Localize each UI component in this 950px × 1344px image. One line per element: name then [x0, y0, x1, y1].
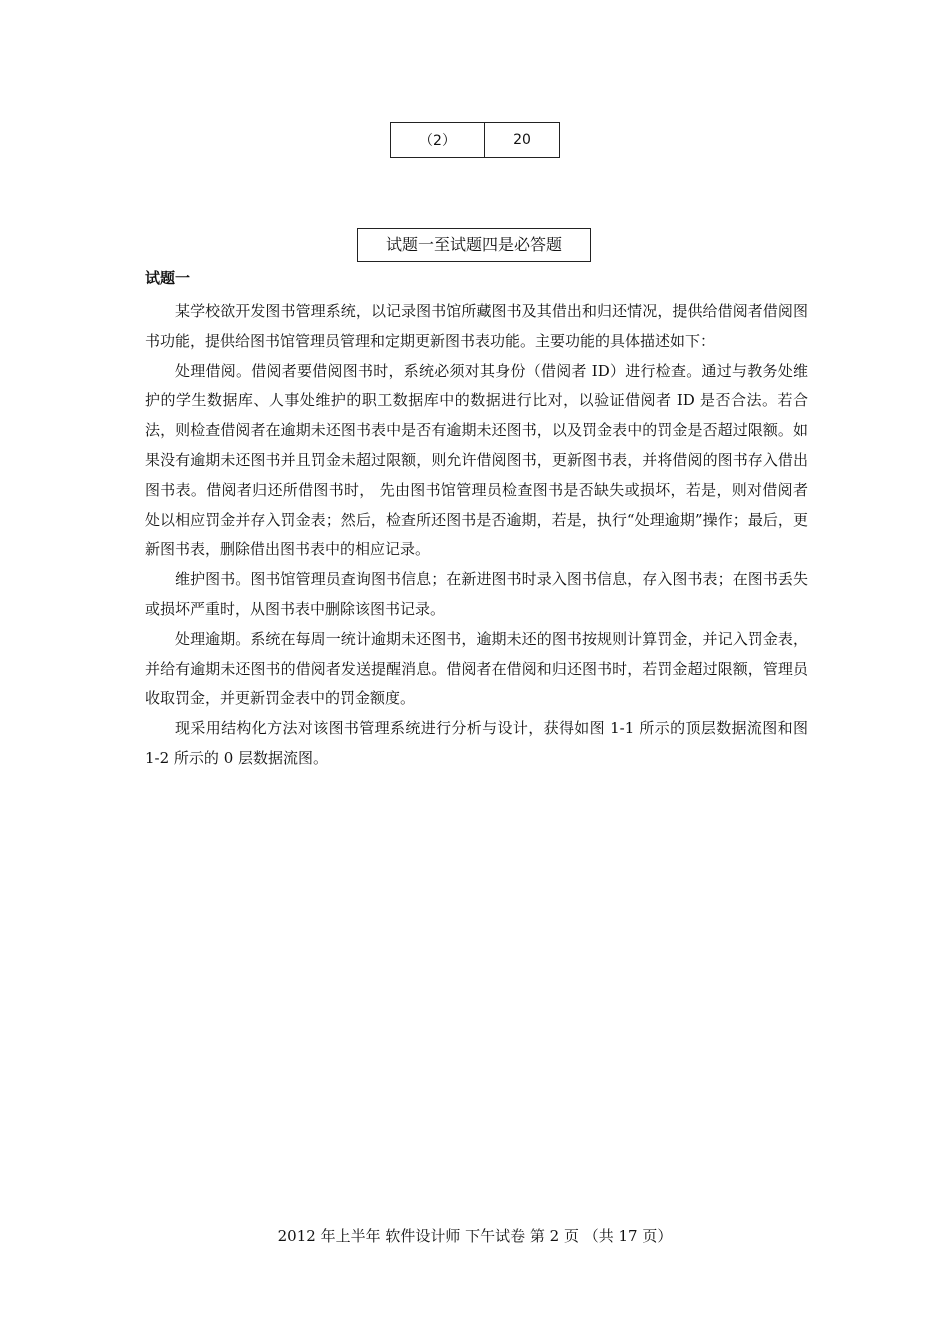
- paragraph-intro: 某学校欲开发图书管理系统，以记录图书馆所藏图书及其借出和归还情况，提供给借阅者借阅图书功能，提供给图书馆管理员管理和定期更新图书表功能。主要功能的具体描述如下：: [145, 302, 808, 350]
- question-title: 试题一: [145, 269, 191, 287]
- score-value-cell: 20: [485, 123, 560, 158]
- score-table: [390, 122, 560, 158]
- paragraph-method: 现采用结构化方法对该图书管理系统进行分析与设计，获得如图 1-1 所示的顶层数据流图和图 1-2 所示的 0 层数据流图。: [145, 719, 808, 767]
- paragraph-borrow: 处理借阅。借阅者要借阅图书时，系统必须对其身份（借阅者 ID）进行检查。通过与教务处维护的学生数据库、人事处维护的职工数据库中的数据进行比对，以验证借阅者 ID 是否合法。若合法，则检查借阅者在逾期未还图书表中是否有逾期未还图书，以及罚金表中的罚金是否超过限额。如果没有逾期未还图书并且罚金未超过限额，则允许借阅图书，更新图书表，并将借阅的图书存入借出图书表。借阅者归还所借图书时， 先由图书馆管理员检查图书是否缺失或损坏，若是，则对借阅者处以相应罚金并存入罚金表；然后，检查所还图书是否逾期，若是，执行“处理逾期”操作；最后，更新图书表，删除借出图书表中的相应记录。: [145, 361, 808, 559]
- paragraph-overdue: 处理逾期。系统在每周一统计逾期未还图书，逾期未还的图书按规则计算罚金，并记入罚金表，并给有逾期未还图书的借阅者发送提醒消息。借阅者在借阅和归还图书时，若罚金超过限额，管理员收取罚金，并更新罚金表中的罚金额度。: [145, 629, 808, 708]
- question-body: [145, 297, 808, 774]
- score-table-row: [391, 123, 560, 158]
- page-footer: 2012 年上半年 软件设计师 下午试卷 第 2 页 （共 17 页）: [277, 1227, 673, 1245]
- paragraph-maintain: 维护图书。图书馆管理员查询图书信息；在新进图书时录入图书信息，存入图书表；在图书丢失或损坏严重时，从图书表中删除该图书记录。: [145, 570, 808, 618]
- mandatory-notice: 试题一至试题四是必答题: [357, 228, 591, 262]
- score-item-cell: （2）: [391, 123, 485, 158]
